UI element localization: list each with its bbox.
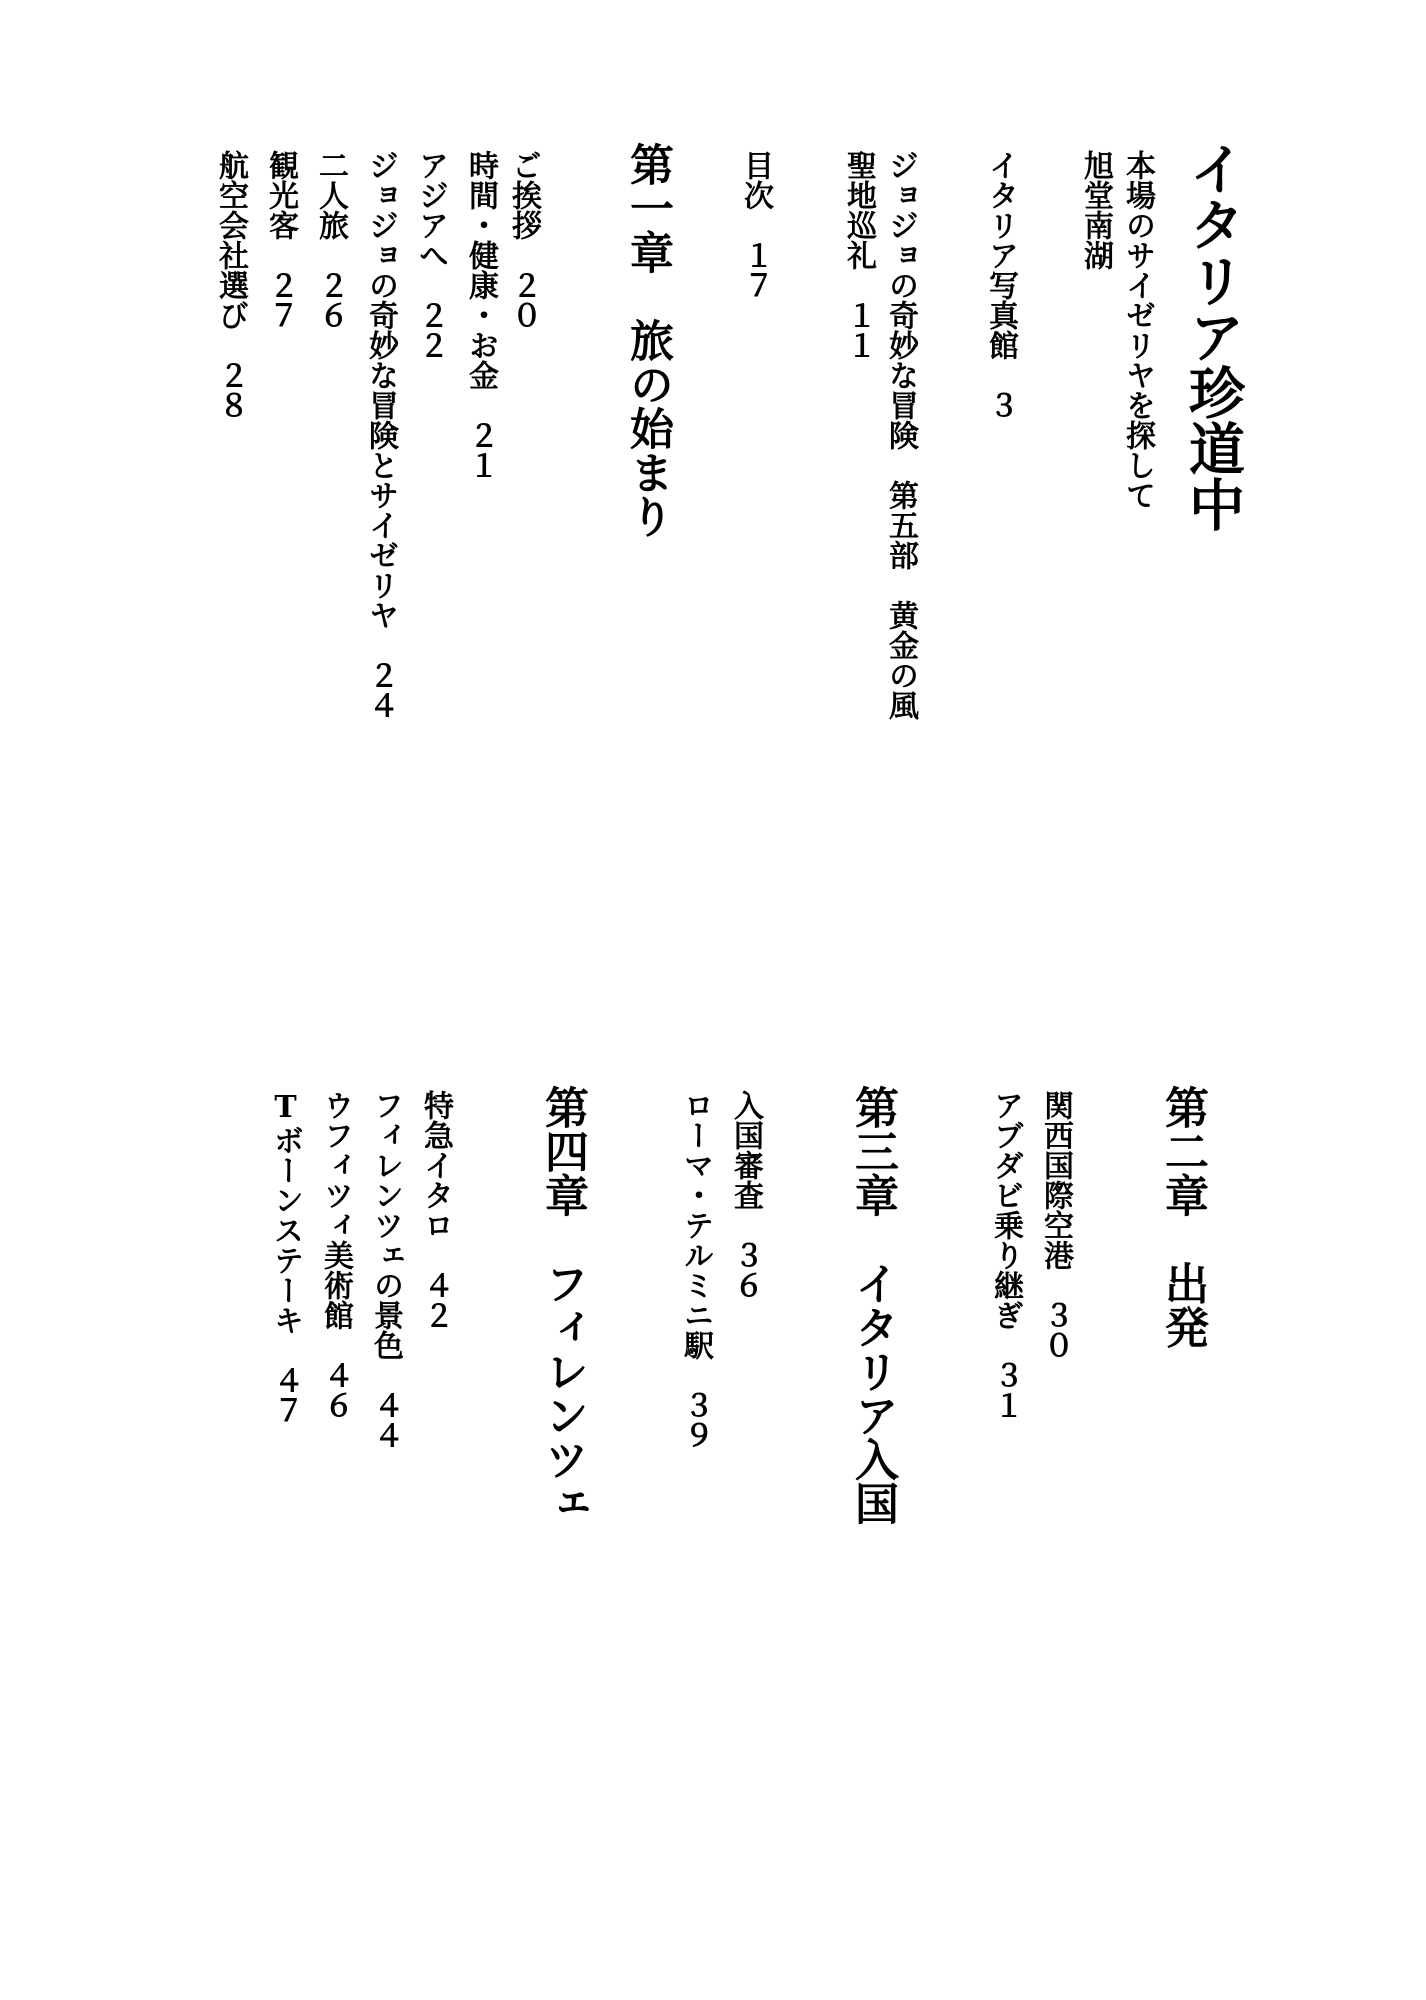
chapter-1-entry-tourists: 観光客 ２７	[263, 150, 298, 330]
author-name: 旭堂南湖	[1078, 150, 1113, 270]
chapter-3-heading: 第三章 イタリア入国	[847, 1085, 898, 1525]
chapter-1-heading: 第一章 旅の始まり	[622, 142, 673, 538]
chapter-3-entry-immigration: 入国審査 ３６	[728, 1090, 763, 1300]
chapter-1-entry-time-health-money: 時間・健康・お金 ２１	[463, 150, 498, 480]
chapter-4-entry-uffizi: ウフィツィ美術館 ４６	[318, 1090, 353, 1420]
chapter-2-entry-abu-dhabi-transfer: アブダビ乗り継ぎ ３１	[988, 1090, 1023, 1420]
toc-entry-pilgrimage: 聖地巡礼 １１	[841, 150, 876, 360]
chapter-4-entry-florence-scenery: フィレンツェの景色 ４４	[368, 1090, 403, 1450]
chapter-3-entry-roma-termini: ローマ・テルミニ駅 ３９	[678, 1090, 713, 1450]
chapter-1-entry-airline-choice: 航空会社選び ２８	[213, 150, 248, 420]
chapter-4-entry-italo-express: 特急イタロ ４２	[418, 1090, 453, 1330]
chapter-1-entry-to-asia: アジアへ ２２	[413, 150, 448, 360]
chapter-2-entry-kansai-airport: 関西国際空港 ３０	[1038, 1090, 1073, 1360]
chapter-1-entry-jojo-saizeriya: ジョジョの奇妙な冒険とサイゼリヤ ２４	[363, 150, 398, 720]
chapter-1-entry-two-travelers: 二人旅 ２６	[313, 150, 348, 330]
toc-entry-photo-gallery: イタリア写真館 ３	[983, 150, 1018, 420]
chapter-4-heading: 第四章 フィレンツェ	[537, 1085, 588, 1525]
chapter-4-entry-t-bone-steak: Tボーンステーキ ４７	[268, 1090, 303, 1425]
toc-entry-jojo-golden-wind: ジョジョの奇妙な冒険 第五部 黄金の風	[883, 150, 918, 720]
chapter-1-entry-greeting: ご挨拶 ２０	[506, 150, 541, 330]
book-title: イタリア珍道中	[1180, 140, 1246, 532]
chapter-2-heading: 第二章 出発	[1157, 1085, 1208, 1349]
book-subtitle: 本場のサイゼリヤを探して	[1120, 150, 1155, 510]
toc-entry-contents: 目次 １７	[738, 150, 773, 300]
